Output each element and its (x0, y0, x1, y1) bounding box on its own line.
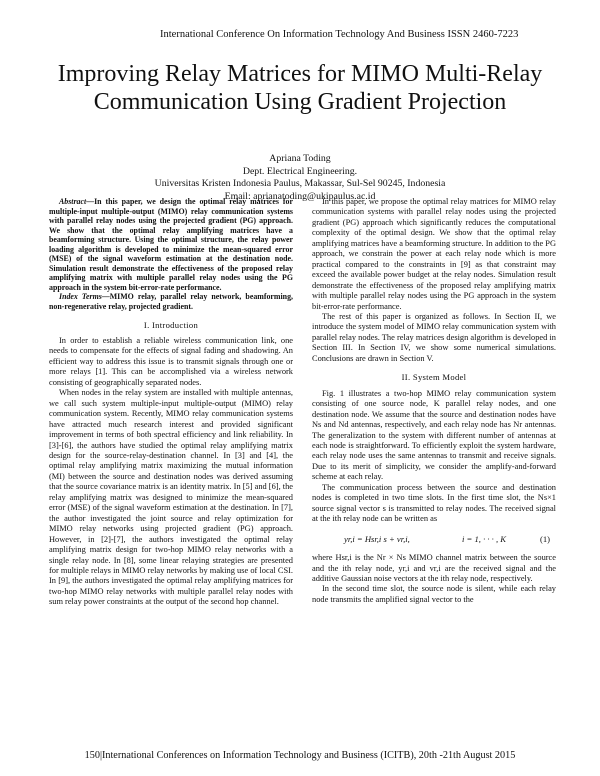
right-column (312, 197, 556, 605)
equation-range: i = 1, · · · , K (462, 533, 506, 544)
intro-paragraph-3: In this paper, we propose the optimal relay matrices for MIMO relay communication systems with parallel relay nodes using the projected gradient (PG) approach which significantly reduces the computational complexity of the optimal design. We show that the optimal relay amplifying matrices have a beamforming structure. In addition to the PG approach, we constrain the power at each relay node which is more practical compared to the constraints in [9] as that constraint may exceed the available power budget at the relay nodes. Simulation result demonstrate the effectiveness of the proposed relay amplifying matrix with multiple parallel relay nodes using the PG approach in the system bit-error-rate performance. (312, 197, 556, 311)
intro-paragraph-2: When nodes in the relay system are installed with multiple antennas, we call such system multiple-input multiple-output (MIMO) relay communication system. Recently, MIMO relay communication systems have attracted much research interest and provided significant improvement in terms of both spectral efficiency and link reliability. In [3]-[6], the authors have studied the optimal relay amplifying matrix design for the source-relay-destination channel. In [3] and [4], the optimal relay amplifying matrix maximizing the mutual information (MI) between the source and destination nodes was derived assuming that the source covariance matrix is an identity matrix. In [5] and [6], the relay amplifying matrix was designed to minimize the mean-squared error (MSE) of the signal waveform estimation at the destination. In [7], the author investigated the joint source and relay optimization for MIMO relay networks using projected gradient (PG) approach. However, in [2]-[7], the authors investigated the optimal relay amplifying matrix design for two-hop MIMO relay networks with a single relay node. In [8], some linear relaying strategies are presented for multiple relays in MIMO relay networks by making use of local CSI. In [9], the authors investigated the optimal relay amplifying matrices for two-hop MIMO relay networks with multiple parallel relay nodes with sum relay power constraints at the output of the second hop channel. (49, 388, 293, 607)
system-model-paragraph-3: where Hsr,i is the Nr × Ns MIMO channel matrix between the source and the ith relay node, yr,i and vr,i are the received signal and the additive Gaussian noise vectors at the ith relay node, respectively. (312, 553, 556, 583)
paper-title (40, 60, 560, 116)
equation-expression: yr,i = Hsr,i s + vr,i, (344, 533, 410, 544)
author-email: Email: aprianatoding@ukipaulus.ac.id (224, 190, 376, 202)
abstract-text: —In this paper, we design the optimal relay matrices for multiple-input multiple-output (MIMO) relay communication systems with parallel relay nodes using the projected gradient (PG) approach. We show that the optimal relay amplifying matrices have a beamforming structure. Using the optimal structure, the relay power loading algorithm is developed to minimize the mean-squared error (MSE) of the signal waveform estimation at the destination node. Simulation result demonstrate the effectiveness of the proposed relay amplifying matrix with multiple parallel relay nodes using the PG approach in the system bit-error-rate performance. (49, 197, 293, 292)
index-terms-text: —MIMO relay, parallel relay network, beamforming, non-regenerative relay, projected gradient. (49, 292, 293, 312)
intro-paragraph-1: In order to establish a reliable wireless communication link, one needs to compensate for the effects of signal fading and shadowing. An efficient way to address this issue is to transmit signals through one or more relays [1]. This can be accomplished via a wireless network consisting of geographically separated nodes. (49, 336, 293, 387)
abstract (49, 197, 293, 292)
left-column (49, 197, 293, 608)
conference-header: International Conference On Information Technology And Business ISSN 2460-7223 (160, 29, 519, 40)
abstract-label: Abstract (59, 197, 87, 206)
author-dept: Dept. Electrical Engineering. (242, 165, 358, 177)
intro-paragraph-4: The rest of this paper is organized as follows. In Section II, we introduce the system model of MIMO relay communication system with parallel relay nodes. The relay matrices design algorithm is developed in Section III. In Section IV, we show some numerical simulations. Conclusions are drawn in Section V. (312, 311, 556, 363)
section-heading-system-model: II. System Model (401, 372, 467, 383)
equation-number: (1) (539, 533, 550, 544)
page-footer: 150|International Conferences on Information Technology and Business (ICITB), 20th -21th August 2015 (84, 750, 516, 761)
equation-1 (312, 534, 556, 544)
author-name: Apriana Toding (269, 153, 331, 164)
system-model-paragraph-2: The communication process between the source and destination nodes is completed in two time slots. In the first time slot, the Ns×1 source signal vector s is transmitted to relay nodes. The received signal at the ith relay node can be written as (312, 482, 556, 524)
index-terms-label: Index Terms (59, 292, 102, 302)
author-block (60, 153, 540, 203)
author-affiliation: Universitas Kristen Indonesia Paulus, Makassar, Sul-Sel 90245, Indonesia (154, 178, 446, 189)
title-line-2: Communication Using Gradient Projection (93, 89, 507, 115)
system-model-paragraph-4: In the second time slot, the source node is silent, while each relay node transmits the amplified signal vector to the (312, 584, 556, 604)
index-terms (49, 292, 293, 311)
section-heading-introduction: I. Introduction (143, 319, 199, 330)
title-line-1: Improving Relay Matrices for MIMO Multi-Relay (57, 61, 543, 87)
system-model-paragraph-1: Fig. 1 illustrates a two-hop MIMO relay communication system consisting of one source node, K parallel relay nodes, and one destination node. We assume that the source and destination nodes have Ns and Nd antennas, respectively, and each relay node has Nr antennas. The generalization to the system with different number of antennas at each node is straightforward. To efficiently exploit the system hardware, each relay node uses the same antennas to transmit and receive signals. Due to its merit of simplicity, we consider the amplify-and-forward scheme at each relay. (312, 388, 556, 482)
